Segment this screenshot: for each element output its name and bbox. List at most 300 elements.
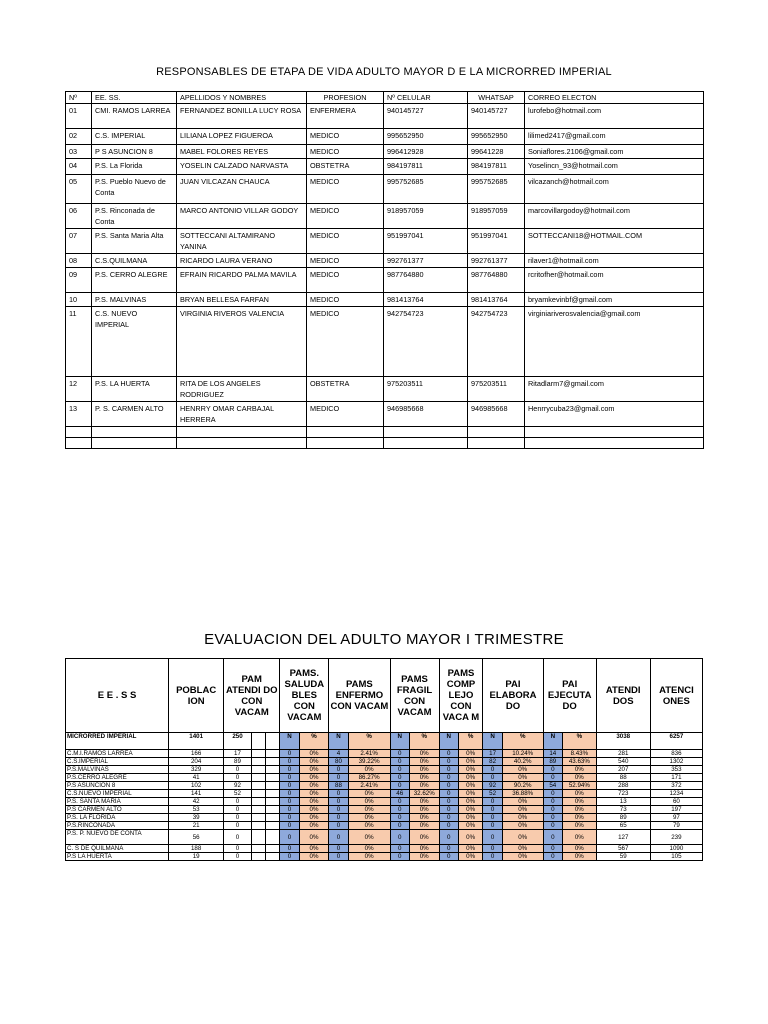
row-correo: Henrrycuba23@gmail.com — [525, 402, 704, 427]
row-pai-elaborado-pct: 0% — [502, 806, 543, 814]
row-pai-elaborado-pct: 0% — [502, 853, 543, 861]
row-complejo-n: 0 — [439, 853, 458, 861]
sub-n: N — [439, 733, 458, 750]
blank-cell — [266, 845, 280, 853]
row-eess: P.S CARMEN ALTO — [66, 806, 169, 814]
row-fragil-pct: 32.62% — [409, 790, 439, 798]
sub-pct: % — [502, 733, 543, 750]
evaluacion-row — [66, 853, 703, 861]
row-pai-ejecutado-n: 0 — [543, 814, 562, 822]
row-fragil-n: 0 — [390, 822, 409, 830]
responsables-row — [66, 268, 704, 293]
responsables-table — [65, 91, 704, 449]
row-number: 12 — [66, 377, 92, 402]
responsables-row — [66, 104, 704, 129]
col-header-pai-elaborado: PAI ELABORA DO — [483, 659, 543, 733]
row-enfermo-n: 0 — [329, 806, 348, 814]
row-eess: P.S. La Florida — [92, 159, 177, 175]
row-saludables-n: 0 — [280, 790, 299, 798]
row-eess: P.S.RINCONADA — [66, 822, 169, 830]
empty-cell — [468, 427, 525, 438]
microrred-atendidos: 3038 — [596, 733, 650, 750]
row-pai-ejecutado-n: 0 — [543, 806, 562, 814]
row-poblacion: 102 — [169, 782, 224, 790]
row-atenciones: 1090 — [650, 845, 702, 853]
evaluacion-title: EVALUACION DEL ADULTO MAYOR I TRIMESTRE — [204, 631, 564, 648]
blank-cell — [266, 822, 280, 830]
microrred-label: MICRORRED IMPERIAL — [66, 733, 169, 750]
blank-cell — [251, 782, 265, 790]
row-pai-ejecutado-pct: 0% — [563, 798, 597, 806]
row-atenciones: 239 — [650, 830, 702, 845]
responsables-row — [66, 175, 704, 204]
empty-cell — [525, 427, 704, 438]
row-saludables-pct: 0% — [299, 766, 329, 774]
row-correo: lurofebo@hotmail.com — [525, 104, 704, 129]
row-eess: P.S. LA FLORIDA — [66, 814, 169, 822]
row-atenciones: 1234 — [650, 790, 702, 798]
sub-n: N — [390, 733, 409, 750]
row-enfermo-pct: 0% — [348, 853, 390, 861]
empty-cell — [66, 438, 92, 449]
row-atendidos: 65 — [596, 822, 650, 830]
row-complejo-n: 0 — [439, 750, 458, 758]
row-complejo-pct: 0% — [458, 782, 482, 790]
row-pam-atendido: 0 — [224, 853, 252, 861]
row-nombre: MARCO ANTONIO VILLAR GODOY — [177, 204, 307, 229]
row-complejo-n: 0 — [439, 758, 458, 766]
col-header-fragil: PAMS FRAGIL CON VACAM — [390, 659, 439, 733]
empty-cell — [384, 427, 468, 438]
row-atenciones: 353 — [650, 766, 702, 774]
row-saludables-n: 0 — [280, 782, 299, 790]
row-pai-ejecutado-pct: 8.43% — [563, 750, 597, 758]
row-eess: C. S DE QUILMANA — [66, 845, 169, 853]
evaluacion-header-row — [66, 659, 703, 733]
row-enfermo-n: 88 — [329, 782, 348, 790]
row-whatsapp: 942754723 — [468, 307, 525, 377]
row-pam-atendido: 0 — [224, 774, 252, 782]
row-profesion: OBSTETRA — [307, 377, 384, 402]
empty-cell — [177, 438, 307, 449]
row-enfermo-pct: 0% — [348, 798, 390, 806]
row-pai-ejecutado-n: 0 — [543, 853, 562, 861]
row-pai-ejecutado-n: 14 — [543, 750, 562, 758]
row-profesion: MEDICO — [307, 293, 384, 307]
responsables-empty-row — [66, 438, 704, 449]
row-fragil-n: 0 — [390, 814, 409, 822]
row-pai-ejecutado-pct: 0% — [563, 790, 597, 798]
row-fragil-pct: 0% — [409, 830, 439, 845]
row-complejo-pct: 0% — [458, 790, 482, 798]
row-fragil-n: 46 — [390, 790, 409, 798]
row-pai-elaborado-n: 0 — [483, 774, 502, 782]
row-correo: SOTTECCANI18@HOTMAIL.COM — [525, 229, 704, 254]
row-atenciones: 197 — [650, 806, 702, 814]
row-celular: 984197811 — [384, 159, 468, 175]
responsables-row — [66, 229, 704, 254]
col-header-pam-atendido: PAM ATENDI DO CON VACAM — [224, 659, 280, 733]
row-saludables-pct: 0% — [299, 782, 329, 790]
responsables-row — [66, 145, 704, 159]
empty-cell — [525, 438, 704, 449]
row-poblacion: 39 — [169, 814, 224, 822]
row-enfermo-pct: 39.22% — [348, 758, 390, 766]
blank-cell — [251, 790, 265, 798]
row-enfermo-pct: 0% — [348, 830, 390, 845]
row-profesion: MEDICO — [307, 307, 384, 377]
row-celular: 940145727 — [384, 104, 468, 129]
sub-n: N — [280, 733, 299, 750]
row-atenciones: 97 — [650, 814, 702, 822]
row-eess: P.S LA HUERTA — [66, 853, 169, 861]
evaluacion-table — [65, 658, 703, 861]
evaluacion-row — [66, 845, 703, 853]
row-complejo-pct: 0% — [458, 814, 482, 822]
row-pai-elaborado-n: 0 — [483, 766, 502, 774]
row-saludables-n: 0 — [280, 806, 299, 814]
row-fragil-n: 0 — [390, 798, 409, 806]
row-pai-elaborado-pct: 0% — [502, 774, 543, 782]
row-pam-atendido: 0 — [224, 798, 252, 806]
row-nombre: HENRRY OMAR CARBAJAL HERRERA — [177, 402, 307, 427]
blank-cell — [266, 814, 280, 822]
row-enfermo-n: 4 — [329, 750, 348, 758]
row-fragil-n: 0 — [390, 853, 409, 861]
row-pai-elaborado-pct: 40.2% — [502, 758, 543, 766]
blank-cell — [266, 790, 280, 798]
row-pai-ejecutado-pct: 0% — [563, 806, 597, 814]
row-profesion: OBSTETRA — [307, 159, 384, 175]
responsables-row — [66, 402, 704, 427]
row-poblacion: 53 — [169, 806, 224, 814]
row-complejo-pct: 0% — [458, 758, 482, 766]
col-header: PROFESION — [307, 92, 384, 104]
microrred-row — [66, 733, 703, 750]
row-nombre: FERNANDEZ BONILLA LUCY ROSA — [177, 104, 307, 129]
row-saludables-pct: 0% — [299, 750, 329, 758]
evaluacion-row — [66, 782, 703, 790]
row-saludables-n: 0 — [280, 766, 299, 774]
blank-cell — [266, 798, 280, 806]
row-pai-ejecutado-pct: 0% — [563, 830, 597, 845]
row-number: 08 — [66, 254, 92, 268]
row-nombre: LILIANA LOPEZ FIGUEROA — [177, 129, 307, 145]
col-header-atendidos: ATENDI DOS — [596, 659, 650, 733]
row-celular: 987764880 — [384, 268, 468, 293]
row-profesion: MEDICO — [307, 129, 384, 145]
row-nombre: VIRGINIA RIVEROS VALENCIA — [177, 307, 307, 377]
row-poblacion: 56 — [169, 830, 224, 845]
col-header: EE. SS. — [92, 92, 177, 104]
row-pai-ejecutado-pct: 0% — [563, 814, 597, 822]
row-eess: P S ASUNCION 8 — [92, 145, 177, 159]
row-fragil-pct: 0% — [409, 774, 439, 782]
col-header-eess: E E . S S — [66, 659, 169, 733]
blank-cell — [251, 766, 265, 774]
blank-cell — [266, 782, 280, 790]
row-complejo-pct: 0% — [458, 798, 482, 806]
row-enfermo-pct: 86.27% — [348, 774, 390, 782]
row-enfermo-pct: 2.41% — [348, 782, 390, 790]
row-enfermo-pct: 0% — [348, 814, 390, 822]
row-nombre: YOSELIN CALZADO NARVASTA — [177, 159, 307, 175]
row-enfermo-n: 0 — [329, 798, 348, 806]
row-profesion: MEDICO — [307, 204, 384, 229]
row-eess: P. S. CARMEN ALTO — [92, 402, 177, 427]
row-correo: lilimed2417@gmail.com — [525, 129, 704, 145]
row-eess: CMI. RAMOS LARREA — [92, 104, 177, 129]
row-number: 13 — [66, 402, 92, 427]
row-pai-ejecutado-pct: 52.94% — [563, 782, 597, 790]
evaluacion-row — [66, 822, 703, 830]
row-correo: vilcazanch@hotmail.com — [525, 175, 704, 204]
responsables-row — [66, 129, 704, 145]
row-atenciones: 1302 — [650, 758, 702, 766]
responsables-row — [66, 204, 704, 229]
row-atendidos: 281 — [596, 750, 650, 758]
row-pai-elaborado-pct: 10.24% — [502, 750, 543, 758]
row-poblacion: 329 — [169, 766, 224, 774]
row-complejo-n: 0 — [439, 822, 458, 830]
row-complejo-pct: 0% — [458, 766, 482, 774]
sub-pct: % — [563, 733, 597, 750]
row-whatsapp: 975203511 — [468, 377, 525, 402]
row-pam-atendido: 0 — [224, 766, 252, 774]
row-eess: C.S. NUEVO IMPERIAL — [92, 307, 177, 377]
row-complejo-n: 0 — [439, 774, 458, 782]
col-header-pai-ejecutado: PAI EJECUTA DO — [543, 659, 596, 733]
row-number: 07 — [66, 229, 92, 254]
sub-n: N — [483, 733, 502, 750]
row-saludables-pct: 0% — [299, 822, 329, 830]
row-fragil-n: 0 — [390, 782, 409, 790]
responsables-empty-row — [66, 427, 704, 438]
row-eess: P.S.CERRO ALEGRE — [66, 774, 169, 782]
row-complejo-pct: 0% — [458, 774, 482, 782]
blank-cell — [251, 814, 265, 822]
row-pai-elaborado-pct: 0% — [502, 822, 543, 830]
row-profesion: MEDICO — [307, 268, 384, 293]
row-celular: 942754723 — [384, 307, 468, 377]
blank-cell — [266, 733, 280, 750]
evaluacion-row — [66, 758, 703, 766]
row-fragil-n: 0 — [390, 750, 409, 758]
row-complejo-n: 0 — [439, 845, 458, 853]
row-enfermo-n: 0 — [329, 814, 348, 822]
row-complejo-n: 0 — [439, 798, 458, 806]
row-enfermo-n: 0 — [329, 790, 348, 798]
row-pai-ejecutado-pct: 0% — [563, 774, 597, 782]
row-atendidos: 89 — [596, 814, 650, 822]
row-complejo-pct: 0% — [458, 806, 482, 814]
blank-cell — [251, 798, 265, 806]
row-complejo-n: 0 — [439, 806, 458, 814]
row-saludables-n: 0 — [280, 798, 299, 806]
row-pai-elaborado-pct: 0% — [502, 766, 543, 774]
row-pai-elaborado-pct: 0% — [502, 798, 543, 806]
row-poblacion: 21 — [169, 822, 224, 830]
evaluacion-row — [66, 790, 703, 798]
row-complejo-pct: 0% — [458, 845, 482, 853]
blank-cell — [251, 733, 265, 750]
row-enfermo-pct: 0% — [348, 766, 390, 774]
row-nombre: SOTTECCANI ALTAMIRANO YANINA — [177, 229, 307, 254]
row-enfermo-pct: 2.41% — [348, 750, 390, 758]
empty-cell — [177, 427, 307, 438]
row-fragil-pct: 0% — [409, 806, 439, 814]
row-celular: 975203511 — [384, 377, 468, 402]
row-atenciones: 836 — [650, 750, 702, 758]
row-eess: C.S. IMPERIAL — [92, 129, 177, 145]
row-correo: Soniaflores.2106@gmail.com — [525, 145, 704, 159]
row-number: 09 — [66, 268, 92, 293]
row-atenciones: 105 — [650, 853, 702, 861]
empty-cell — [92, 438, 177, 449]
row-whatsapp: 992761377 — [468, 254, 525, 268]
row-eess: C.S.QUILMANA — [92, 254, 177, 268]
row-profesion: MEDICO — [307, 254, 384, 268]
row-nombre: MABEL FOLORES REYES — [177, 145, 307, 159]
row-number: 04 — [66, 159, 92, 175]
row-correo: rilaver1@hotmail.com — [525, 254, 704, 268]
col-header-saludables: PAMS. SALUDA BLES CON VACAM — [280, 659, 329, 733]
row-pai-elaborado-pct: 90.2% — [502, 782, 543, 790]
row-pai-elaborado-n: 0 — [483, 853, 502, 861]
row-fragil-pct: 0% — [409, 798, 439, 806]
row-pam-atendido: 52 — [224, 790, 252, 798]
row-poblacion: 166 — [169, 750, 224, 758]
row-atendidos: 723 — [596, 790, 650, 798]
row-fragil-pct: 0% — [409, 822, 439, 830]
row-profesion: MEDICO — [307, 229, 384, 254]
row-pai-elaborado-n: 17 — [483, 750, 502, 758]
empty-cell — [384, 438, 468, 449]
row-pam-atendido: 89 — [224, 758, 252, 766]
row-saludables-pct: 0% — [299, 758, 329, 766]
sub-n: N — [543, 733, 562, 750]
row-pai-ejecutado-n: 0 — [543, 766, 562, 774]
blank-cell — [266, 830, 280, 845]
row-pai-ejecutado-n: 0 — [543, 822, 562, 830]
col-header-complejo: PAMS COMP LEJO CON VACA M — [439, 659, 483, 733]
row-correo: rcritofher@hotmail.com — [525, 268, 704, 293]
row-eess: P.S. Pueblo Nuevo de Conta — [92, 175, 177, 204]
blank-cell — [266, 806, 280, 814]
row-enfermo-pct: 0% — [348, 806, 390, 814]
row-pam-atendido: 92 — [224, 782, 252, 790]
row-atendidos: 13 — [596, 798, 650, 806]
blank-cell — [266, 853, 280, 861]
row-pai-elaborado-n: 82 — [483, 758, 502, 766]
row-atendidos: 88 — [596, 774, 650, 782]
row-fragil-n: 0 — [390, 774, 409, 782]
row-saludables-pct: 0% — [299, 845, 329, 853]
empty-cell — [468, 438, 525, 449]
row-celular: 995752685 — [384, 175, 468, 204]
row-whatsapp: 987764880 — [468, 268, 525, 293]
row-complejo-pct: 0% — [458, 750, 482, 758]
row-atendidos: 567 — [596, 845, 650, 853]
row-profesion: MEDICO — [307, 145, 384, 159]
responsables-row — [66, 254, 704, 268]
col-header-atenciones: ATENCI ONES — [650, 659, 702, 733]
evaluacion-row — [66, 798, 703, 806]
row-correo: Yoselincn_93@hotmail.com — [525, 159, 704, 175]
row-atenciones: 79 — [650, 822, 702, 830]
microrred-atenciones: 6257 — [650, 733, 702, 750]
row-eess: P.S. MALVINAS — [92, 293, 177, 307]
row-poblacion: 19 — [169, 853, 224, 861]
responsables-header-row — [66, 92, 704, 104]
row-atenciones: 372 — [650, 782, 702, 790]
row-fragil-pct: 0% — [409, 782, 439, 790]
row-enfermo-n: 0 — [329, 766, 348, 774]
col-header-enfermo: PAMS ENFERMO CON VACAM — [329, 659, 390, 733]
row-eess: P.S. Rinconada de Conta — [92, 204, 177, 229]
row-pai-elaborado-n: 52 — [483, 790, 502, 798]
row-pai-elaborado-n: 0 — [483, 798, 502, 806]
row-whatsapp: 995752685 — [468, 175, 525, 204]
row-eess: P.S. Santa Maria Alta — [92, 229, 177, 254]
row-atendidos: 73 — [596, 806, 650, 814]
row-fragil-n: 0 — [390, 806, 409, 814]
row-enfermo-n: 0 — [329, 774, 348, 782]
row-saludables-n: 0 — [280, 774, 299, 782]
row-pai-ejecutado-pct: 0% — [563, 853, 597, 861]
row-fragil-pct: 0% — [409, 845, 439, 853]
row-enfermo-n: 0 — [329, 830, 348, 845]
row-fragil-pct: 0% — [409, 766, 439, 774]
row-correo: marcovillargodoy@hotmail.com — [525, 204, 704, 229]
row-saludables-n: 0 — [280, 822, 299, 830]
blank-cell — [251, 750, 265, 758]
row-number: 02 — [66, 129, 92, 145]
row-pai-ejecutado-pct: 0% — [563, 766, 597, 774]
row-correo: virginiariverosvalencia@gmail.com — [525, 307, 704, 377]
row-fragil-pct: 0% — [409, 814, 439, 822]
row-pai-elaborado-n: 0 — [483, 830, 502, 845]
blank-cell — [251, 853, 265, 861]
row-eess: P.S ASUNCION 8 — [66, 782, 169, 790]
row-whatsapp: 99641228 — [468, 145, 525, 159]
row-celular: 996412928 — [384, 145, 468, 159]
row-profesion: MEDICO — [307, 402, 384, 427]
row-saludables-pct: 0% — [299, 790, 329, 798]
row-whatsapp: 981413764 — [468, 293, 525, 307]
row-profesion: MEDICO — [307, 175, 384, 204]
row-pai-ejecutado-n: 89 — [543, 758, 562, 766]
empty-cell — [307, 427, 384, 438]
row-correo: bryamkevinbf@gmail.com — [525, 293, 704, 307]
row-pai-ejecutado-pct: 43.63% — [563, 758, 597, 766]
row-nombre: RICARDO LAURA VERANO — [177, 254, 307, 268]
row-profesion: ENFERMERA — [307, 104, 384, 129]
row-complejo-pct: 0% — [458, 830, 482, 845]
row-eess: P.S. CERRO ALEGRE — [92, 268, 177, 293]
row-complejo-pct: 0% — [458, 853, 482, 861]
col-header: Nº — [66, 92, 92, 104]
row-eess: P.S. P. NUEVO DE CONTA — [66, 830, 169, 845]
empty-cell — [92, 427, 177, 438]
row-celular: 951997041 — [384, 229, 468, 254]
evaluacion-row — [66, 806, 703, 814]
row-enfermo-pct: 0% — [348, 845, 390, 853]
row-pam-atendido: 0 — [224, 830, 252, 845]
row-whatsapp: 984197811 — [468, 159, 525, 175]
responsables-row — [66, 377, 704, 402]
row-pai-elaborado-pct: 0% — [502, 845, 543, 853]
